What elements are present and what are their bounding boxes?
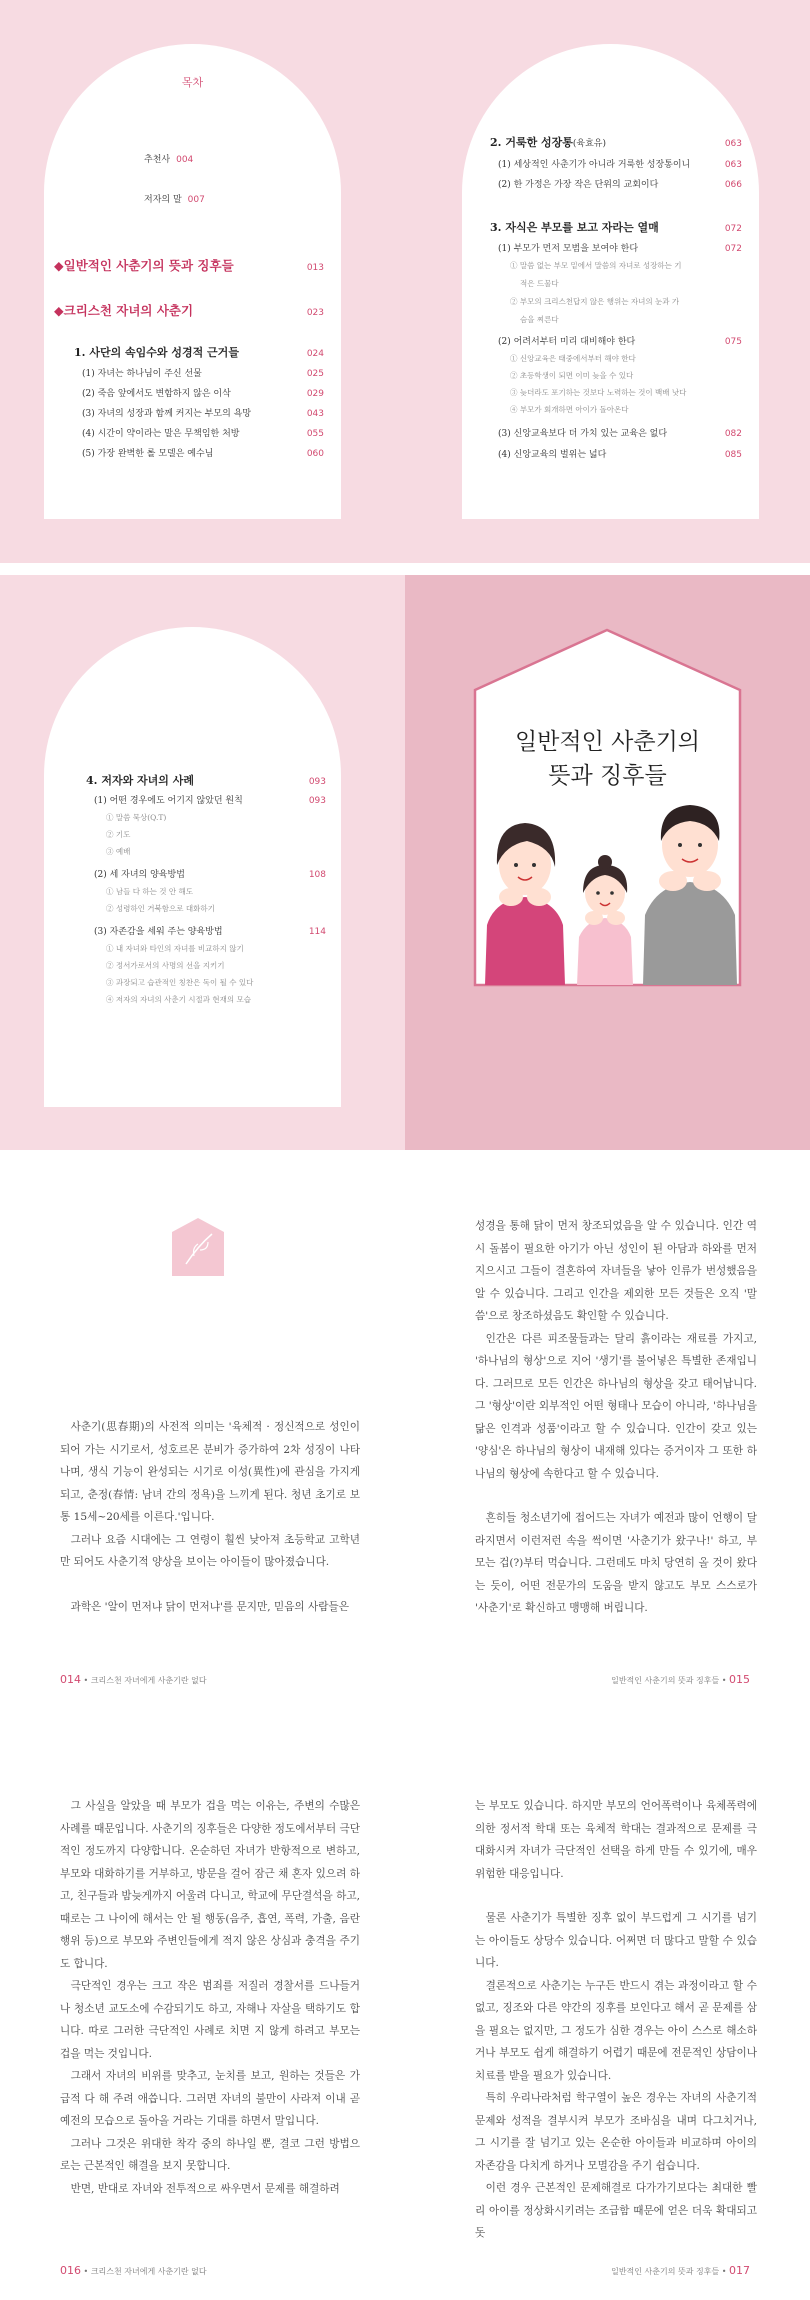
toc-front-2[interactable]: 저자의 말 007: [144, 195, 205, 205]
page-17-footer: 일반적인 사춘기의 뜻과 징후들 • 017: [611, 2264, 750, 2277]
toc-part-1[interactable]: ◆ 일반적인 사춘기의 뜻과 징후들 013: [54, 258, 324, 273]
toc-item[interactable]: (2) 어려서부터 미리 대비해야 한다 075: [498, 337, 742, 347]
toc-item[interactable]: (3) 신앙교육보다 더 가치 있는 교육은 없다 082: [498, 429, 742, 439]
diamond-icon: ◆: [54, 303, 64, 318]
toc-item[interactable]: (3) 자존감을 세워 주는 양육방법 114: [94, 927, 326, 937]
page-16-body: 그 사실을 알았을 때 부모가 겁을 먹는 이유는, 주변의 수많은 사례를 때문입니다. 사춘기의 징후들은 다양한 정도에서부터 극단적인 정도까지 다양합니다. 온순하던 자녀가 반항적으로 변하고, 부모와 대화하기를 거부하고, 방문을 걸어 잠근 채 혼자 있으려 하고, 친구들과 밤늦게까지 어울려 다니고, 학교에 무단결석을 하고, 때로는 그 나이에 해서는 안 될 행동(음주, 흡연, 폭력, 가출, 음란 행위 등)으로 부모와 주변인들에게 적지 않은 상심과 충격을 주기도 합니다. 극단적인 경우는 크고 작은 범죄를 저질러 경찰서를 드나들거나 청소년 교도소에 수감되기도 하고, 자해나 자살을 택하기도 합니다. 따로 그러한 극단적인 사례로 치면 지 않게 하려고 부모는 겁을 먹는 것입니다. 그래서 자녀의 비위를 맞추고, 눈치를 보고, 원하는 것들은 가급적 다 해 주려 애씁니다. 그러면 자녀의 불만이 사라져 이내 곧 예전의 모습으로 돌아올 거라는 기대를 하면서 말입니다. 그러나 그것은 위대한 착각 중의 하나일 뿐, 결코 그런 방법으로는 근본적인 해결을 보지 못합니다. 반면, 반대로 자녀와 전투적으로 싸우면서 문제를 해결하려: [60, 1800, 360, 2195]
toc-subitem: 적은 드물다: [520, 279, 559, 288]
page-14-body: 사춘기(思春期)의 사전적 의미는 '육체적 · 정신적으로 성인이 되어 가는 시기로서, 성호르몬 분비가 증가하여 2차 성징이 나타나며, 생식 기능이 완성되는 시기로 이성(異性)에 관심을 가지게 되고, 춘정(春情: 남녀 간의 정욕)을 느끼게 된다. 청년 초기로 보통 15세~20세를 이른다.'입니다. 그러나 요즘 시대에는 그 연령이 훨씬 낮아져 초등학교 고학년만 되어도 사춘기적 양상을 보이는 아이들이 많아졌습니다. 과학은 '알이 먼저냐 닭이 먼저냐'를 문지만, 믿음의 사람들은: [60, 1421, 360, 1613]
toc-spread-1: [0, 0, 810, 563]
toc-subitem: ② 정서가로서의 사명의 선을 지키기: [106, 961, 225, 970]
toc-page-3: [44, 627, 341, 1107]
toc-subitem: ① 내 자녀와 타인의 자녀를 비교하지 않기: [106, 944, 244, 953]
toc-item[interactable]: (1) 세상적인 사춘기가 아니라 거룩한 성장통이니 063: [498, 160, 742, 170]
spread-14-15: [0, 1163, 810, 1731]
spread-16-17: [0, 1745, 810, 2300]
leaf-house-icon: [168, 1216, 228, 1278]
toc-item[interactable]: (1) 어떤 경우에도 어기지 않았던 원칙 093: [94, 796, 326, 806]
toc-front-1[interactable]: 추천사 004: [144, 155, 194, 165]
page-14-footer: 014 • 크리스천 자녀에게 사춘기란 없다: [60, 1673, 207, 1686]
page-17-body: 는 부모도 있습니다. 하지만 부모의 언어폭력이나 육체폭력에 의한 정서적 학대 또는 육체적 학대는 결과적으로 문제를 극대화시켜 자녀가 극단적인 선택을 하게 만들 수 있기에, 매우 위험한 대응입니다. 물론 사춘기가 특별한 징후 없이 부드럽게 그 시기를 넘기는 아이들도 상당수 있습니다. 어쩌면 더 많다고 말할 수 있습니다. 결론적으로 사춘기는 누구든 반드시 겪는 과정이라고 할 수 없고, 징조와 다른 약간의 징후를 보인다고 해서 곧 문제를 삼을 필요는 없지만, 그 정도가 심한 경우는 아이 스스로 해소하거나 부모도 쉽게 해결하기 어렵기 때문에 전문적인 상담이나 치료를 받을 필요가 있습니다. 특히 우리나라처럼 학구열이 높은 경우는 자녀의 사춘기적 문제와 성적을 결부시켜 부모가 조바심을 내며 다그치거나, 그 시기를 잘 넘기고 있는 온순한 아이들과 비교하며 아이의 자존감을 다치게 하거나 모멸감을 주기 쉽습니다. 이런 경우 근본적인 문제해결로 다가가기보다는 최대한 빨리 아이를 정상화시키려는 조급함 때문에 얻은 더욱 확대되고 돗: [475, 1800, 757, 2239]
page-15-body: 성경을 통해 닭이 먼저 창조되었음을 알 수 있습니다. 인간 역시 돌봄이 필요한 아기가 아닌 성인이 된 아담과 하와를 먼저 지으시고 그들이 결혼하여 자녀들을 낳아 인류가 번성했음을 알 수 있습니다. 그리고 인간을 제외한 모든 것들은 오직 '말씀'으로 창조하셨음도 확인할 수 있습니다. 인간은 다른 피조물들과는 달리 흙이라는 재료를 가지고, '하나님의 형상'으로 지어 '생기'를 불어넣은 특별한 존재입니다. 그러므로 모든 인간은 하나님의 형상을 갖고 태어납니다. 그 '형상'이란 외부적인 어떤 형태나 모습이 아니라, '하나님을 닮은 인격과 성품'이라고 할 수 있습니다. 인간이 갖고 있는 '양심'은 하나님의 형상이 내재해 있다는 증거이자 그 또한 하나님의 형상에 속한다고 할 수 있습니다. 흔히들 청소년기에 접어드는 자녀가 예전과 많이 언행이 달라지면서 이런저런 속을 썩이면 '사춘기가 왔구나!' 하고, 부모는 겁(?)부터 먹습니다. 그런데도 마치 당연히 올 것이 왔다는 듯이, 어떤 전문가의 도움을 받지 않고도 부모 스스로가 '사춘기'로 확신하고 맹맹해 버립니다.: [475, 1220, 757, 1614]
toc-subitem: ① 말씀 없는 부모 밑에서 말씀의 자녀로 성장하는 기: [510, 261, 682, 270]
toc-chapter-4[interactable]: 4. 저자와 자녀의 사례 093: [86, 774, 326, 787]
toc-item[interactable]: (1) 자녀는 하나님이 주신 선물 025: [82, 369, 324, 379]
page-15-footer: 일반적인 사춘기의 뜻과 징후들 • 015: [611, 1673, 750, 1686]
toc-part-2[interactable]: ◆ 크리스천 자녀의 사춘기 023: [54, 303, 324, 318]
toc-title: 목차: [181, 76, 204, 89]
toc-item[interactable]: (2) 세 자녀의 양육방법 108: [94, 870, 326, 880]
toc-subitem: ② 부모의 크리스천답지 않은 행위는 자녀의 눈과 가: [510, 297, 680, 306]
toc-item[interactable]: (2) 죽음 앞에서도 변함하지 않은 이삭 029: [82, 389, 324, 399]
toc-subitem: ① 신앙교육은 태중에서부터 해야 한다: [510, 354, 636, 363]
toc-subitem: ① 남들 다 하는 것 안 해도: [106, 887, 194, 896]
toc-chapter-1[interactable]: 1. 사단의 속임수와 성경적 근거들 024: [74, 346, 324, 359]
toc-subitem: 슴을 찌른다: [520, 315, 559, 324]
toc-page-1: [44, 44, 341, 519]
family-illustration: [405, 575, 810, 1150]
toc-page-2: [462, 44, 759, 519]
chapter-cover: [405, 575, 810, 1150]
toc-subitem: ② 초등학생이 되면 이미 늦을 수 있다: [510, 371, 634, 380]
toc-item[interactable]: (1) 부모가 먼저 모범을 보여야 한다 072: [498, 244, 742, 254]
toc-subitem: ② 기도: [106, 830, 131, 839]
toc-chapter-3[interactable]: 3. 자식은 부모를 보고 자라는 열매 072: [490, 221, 742, 234]
toc-subitem: ③ 늦더라도 포기하는 것보다 노력하는 것이 백배 낫다: [510, 388, 687, 397]
toc-subitem: ② 성령하인 거북함으로 대화하기: [106, 904, 215, 913]
toc-item[interactable]: (4) 신앙교육의 벌위는 넓다 085: [498, 450, 742, 460]
toc-item[interactable]: (4) 시간이 약이라는 말은 무책임한 처방 055: [82, 429, 324, 439]
toc-item[interactable]: (5) 가장 완벽한 롤 모델은 예수님 060: [82, 449, 324, 459]
diamond-icon: ◆: [54, 258, 64, 273]
toc-item[interactable]: (2) 한 가정은 가장 작은 단위의 교회이다 066: [498, 180, 742, 190]
toc-subitem: ① 말씀 묵상(Q.T): [106, 813, 167, 822]
toc-subitem: ④ 부모가 회개하면 아이가 돌아온다: [510, 405, 629, 414]
toc-subitem: ③ 예배: [106, 847, 131, 856]
toc-subitem: ④ 저자의 자녀의 사춘기 시절과 현재의 모습: [106, 995, 251, 1004]
toc-subitem: ③ 과장되고 습관적인 칭찬은 독이 될 수 있다: [106, 978, 254, 987]
page-16-footer: 016 • 크리스천 자녀에게 사춘기란 없다: [60, 2264, 207, 2277]
cover-title: 일반적인 사춘기의 뜻과 징후들: [514, 729, 701, 789]
toc-spread-2: [0, 575, 810, 1150]
toc-item[interactable]: (3) 자녀의 성장과 함께 커지는 부모의 욕망 043: [82, 409, 324, 419]
toc-chapter-2[interactable]: 2. 거룩한 성장통 (육효유) 063: [490, 136, 742, 149]
